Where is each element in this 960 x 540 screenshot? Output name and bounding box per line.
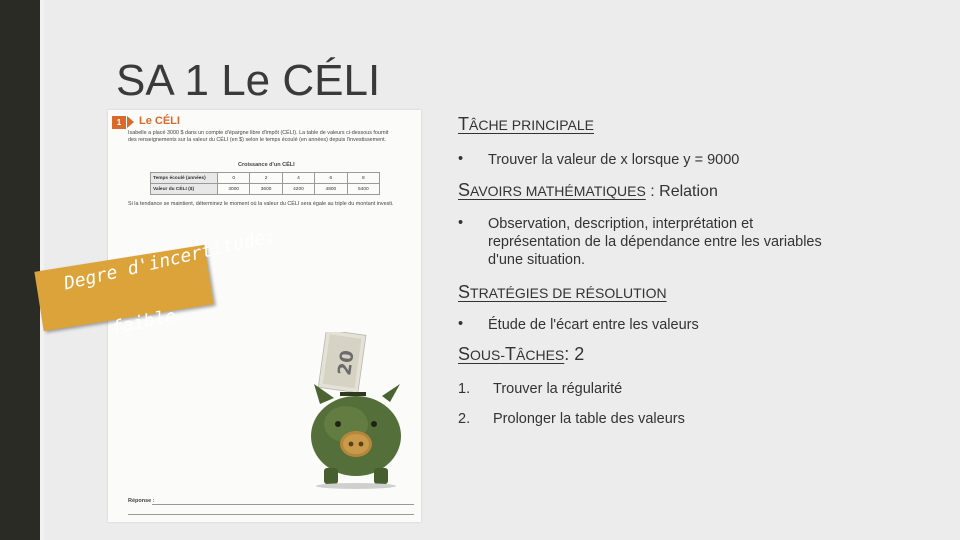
table-cell: 8 (347, 173, 379, 184)
heading-initial: S (458, 282, 471, 302)
table-cell: 6 (315, 173, 347, 184)
banknote-value: 20 (334, 349, 359, 377)
bullet-icon: • (458, 215, 464, 231)
bullet-icon: • (458, 151, 464, 167)
heading-rest: TRATÉGIES DE RÉSOLUTION (470, 285, 667, 301)
heading-extra: : Relation (645, 183, 718, 200)
piggy-bank-illustration (298, 332, 416, 490)
section-heading-tache (458, 114, 594, 135)
answer-line (152, 504, 414, 505)
table-cell: 3600 (250, 184, 282, 195)
section-heading-savoirs (458, 180, 718, 201)
answer-line (128, 514, 414, 515)
worksheet-table-title: Croissance d'un CÉLI (238, 162, 295, 168)
heading-initial: S (458, 180, 471, 200)
list-item-text: Trouver la régularité (493, 381, 623, 397)
heading-rest: ÂCHES (516, 347, 565, 363)
list-item-text-line: représentation de la dépendance entre les variables (488, 234, 822, 250)
list-item-text: Étude de l'écart entre les valeurs (488, 317, 699, 333)
heading-initial: T (458, 114, 469, 134)
worksheet-number-badge: 1 (112, 116, 126, 129)
table-cell: 4800 (315, 184, 347, 195)
worksheet-answer-label: Réponse : (128, 498, 155, 504)
piggy-bank-icon (298, 332, 416, 490)
list-item-number: 1. (458, 381, 471, 397)
heading-rest: ÂCHE PRINCIPALE (469, 117, 594, 133)
list-item-number: 2. (458, 411, 471, 427)
list-item-text-line: d'une situation. (488, 252, 586, 268)
list-item-text: Prolonger la table des valeurs (493, 411, 685, 427)
table-row-label: Temps écoulé (années) (151, 173, 218, 184)
uncertainty-tag-line1: Degre d'incertitude: (62, 225, 278, 295)
slide-title: SA 1 Le CÉLI (116, 56, 381, 105)
heading-count: : 2 (564, 344, 585, 364)
list-item-text: Trouver la valeur de x lorsque y = 9000 (488, 152, 740, 168)
uncertainty-tag-line2: faible (110, 305, 178, 339)
table-cell: 3000 (218, 184, 250, 195)
worksheet-heading: Le CÉLI (139, 115, 180, 127)
table-row (151, 184, 380, 195)
table-row (151, 173, 380, 184)
table-cell: 4 (282, 173, 314, 184)
heading-initial: S (458, 344, 471, 364)
bullet-icon: • (458, 316, 464, 332)
section-heading-sous-taches (458, 344, 584, 365)
section-heading-strategies (458, 282, 667, 303)
heading-rest: AVOIRS MATHÉMATIQUES (470, 183, 646, 199)
table-cell: 2 (250, 173, 282, 184)
badge-arrow-icon (127, 116, 134, 128)
worksheet-table (150, 172, 380, 195)
heading-dash: - (500, 347, 506, 363)
table-row-label: Valeur du CÉLI ($) (151, 184, 218, 195)
heading-rest: OUS (470, 347, 501, 363)
worksheet-question: Si la tendance se maintient, déterminez le moment où la valeur du CÉLI sera égale au triple du montant investi. (128, 201, 394, 207)
table-cell: 5400 (347, 184, 379, 195)
worksheet-intro: Isabelle a placé 3000 $ dans un compte d'épargne libre d'impôt (CÉLI). La table de valeurs ci-dessous fournit des renseignements sur la valeur du CÉLI (en $) selon le temps écoulé (en années) depuis l'investissement. (128, 130, 389, 144)
heading-initial: T (505, 344, 517, 364)
table-cell: 4200 (282, 184, 314, 195)
table-cell: 0 (218, 173, 250, 184)
left-dark-bar (0, 0, 40, 540)
list-item-text-line: Observation, description, interprétation et (488, 216, 754, 232)
